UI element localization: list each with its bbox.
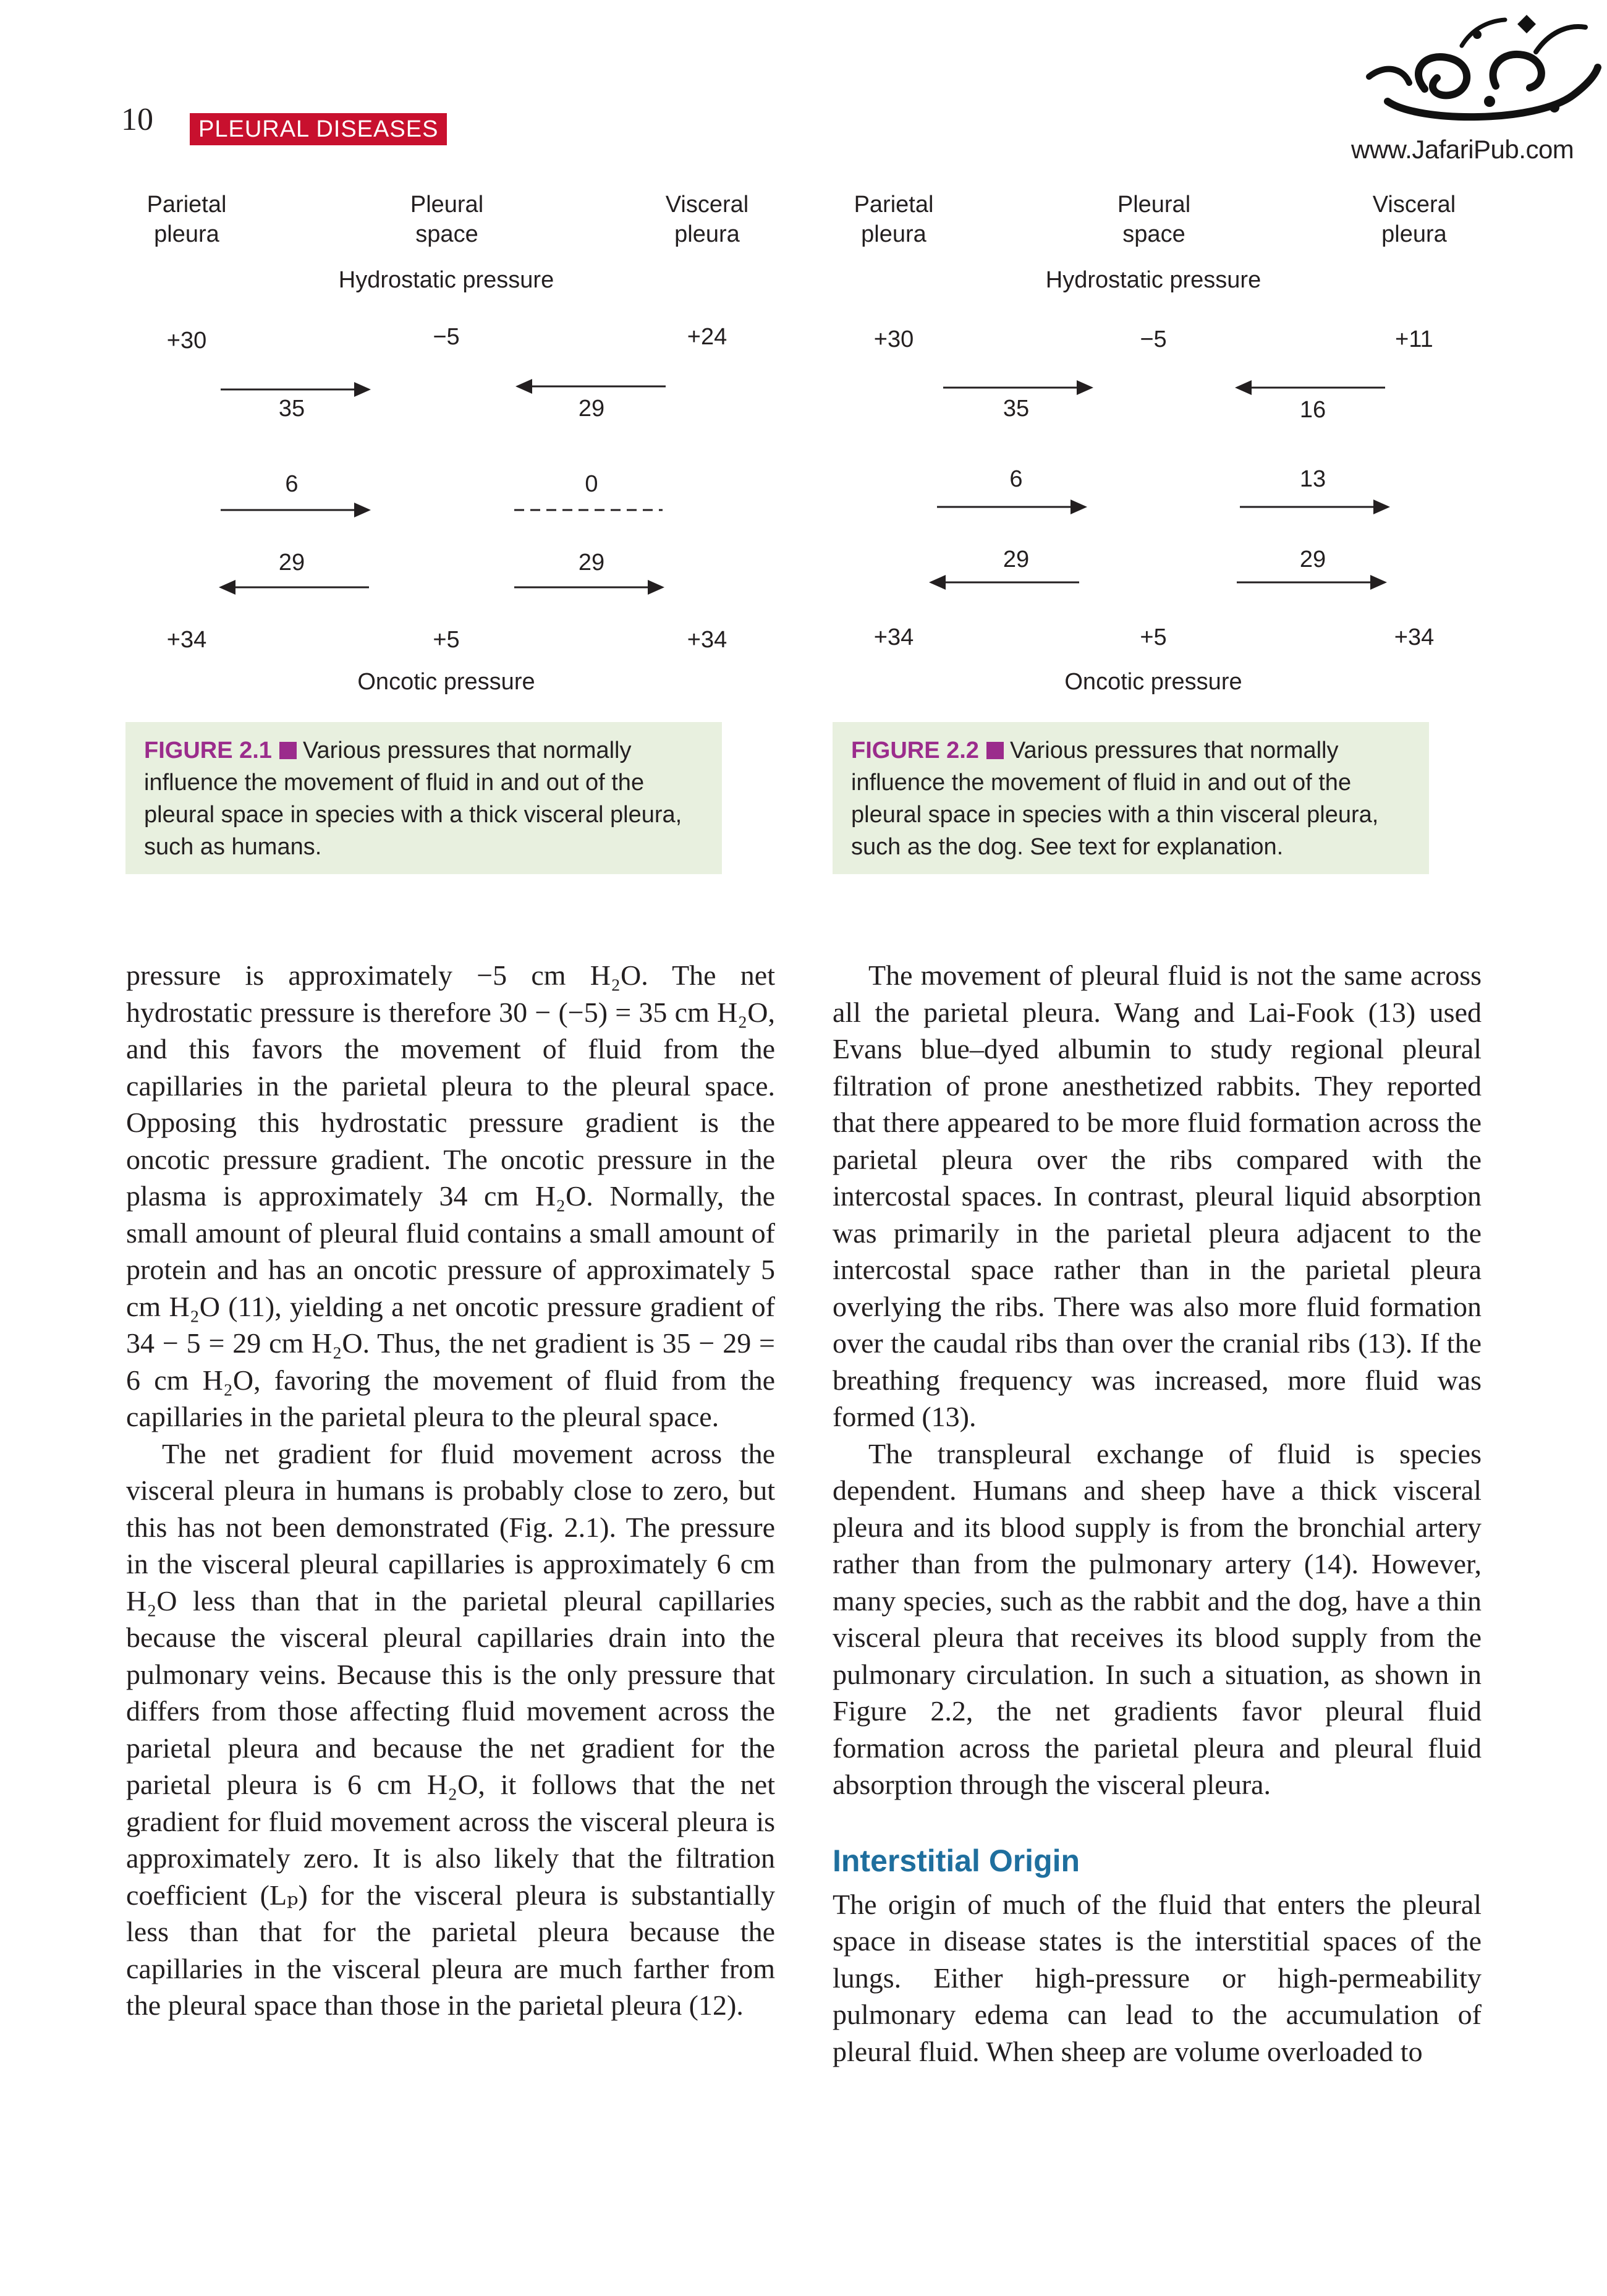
paragraph: The movement of pleural fluid is not the same across all the parietal pleura. Wang and Lai-Fook (13) used Evans blue–dyed albumin to study regional pleural filtration of prone anesthetized rabbits. They reported that there appeared to be more fluid formation across the parietal pleura over the ribs compared with the intercostal spaces. In contrast, pleural liquid absorption was primarily in the parietal pleura adjacent to the intercostal space rather than in the parietal pleura overlying the ribs. There was also more fluid formation over the caudal ribs than over the cranial ribs (13). If the breathing frequency was increased, more fluid was formed (13). bbox=[833, 959, 1482, 1432]
text-column-left bbox=[126, 957, 775, 2024]
figure-2-1 bbox=[119, 179, 836, 699]
section-heading: Interstitial Origin bbox=[833, 1843, 1080, 1878]
hydro-visceral: +24 bbox=[687, 324, 727, 350]
col-head-line: space bbox=[1122, 221, 1185, 247]
grad-net-right: 0 bbox=[585, 471, 598, 497]
hydro-parietal: +30 bbox=[166, 328, 207, 354]
figure-arrows bbox=[826, 179, 1543, 699]
hydro-space: −5 bbox=[1140, 326, 1167, 352]
figure-2-2 bbox=[826, 179, 1543, 699]
hydro-space: −5 bbox=[433, 324, 460, 350]
grad-net-right: 13 bbox=[1299, 466, 1326, 492]
onc-visceral: +34 bbox=[1394, 624, 1435, 650]
paragraph: The origin of much of the fluid that enters the pleural space in disease states is the interstitial spaces of the lungs. Either high-pressure or high-permeability pulmonary edema can lead to the accumulation of pleural fluid. When sheep are volume overloaded to bbox=[833, 1888, 1482, 2067]
caption-label: FIGURE 2.1 bbox=[144, 738, 272, 763]
grad-hydro-left: 35 bbox=[1003, 396, 1030, 422]
grad-onc-left: 29 bbox=[278, 550, 305, 576]
hydrostatic-title: Hydrostatic pressure bbox=[1045, 267, 1261, 293]
onc-space: +5 bbox=[433, 627, 460, 653]
grad-hydro-left: 35 bbox=[278, 396, 305, 422]
col-head-line: Pleural bbox=[1117, 192, 1191, 218]
col-head-line: Parietal bbox=[854, 192, 934, 218]
site-url: www.JafariPub.com bbox=[1351, 135, 1574, 164]
onc-parietal: +34 bbox=[873, 624, 914, 650]
caption-square-icon bbox=[986, 742, 1004, 759]
caption-text: Various pressures that normally influence the movement of fluid in and out of the pleural space in species with a thin visceral pleura, such as the dog. See text for explanation. bbox=[851, 738, 1379, 860]
grad-hydro-right: 16 bbox=[1299, 397, 1326, 423]
oncotic-title: Oncotic pressure bbox=[357, 669, 535, 695]
figure-caption bbox=[125, 722, 722, 874]
col-head-line: Visceral bbox=[1372, 192, 1456, 218]
col-head-line: pleura bbox=[861, 221, 926, 247]
onc-visceral: +34 bbox=[687, 627, 727, 653]
paragraph: The transpleural exchange of fluid is species dependent. Humans and sheep have a thick visceral pleura and its blood supply is from the bronchial artery rather than from the pulmonary artery (14). However, many species, such as the rabbit and the dog, have a thin visceral pleura that receives its blood supply from the pulmonary circulation. In such a situation, as shown in Figure 2.2, the net gradients favor pleural fluid formation across the parietal pleura and pleural fluid absorption through the visceral pleura. bbox=[833, 1437, 1482, 1800]
col-head-line: Parietal bbox=[146, 192, 227, 218]
grad-onc-left: 29 bbox=[1003, 546, 1030, 572]
hydrostatic-title: Hydrostatic pressure bbox=[338, 267, 554, 293]
calligraphy-logo-icon bbox=[1350, 9, 1604, 135]
page-number: 10 bbox=[121, 102, 153, 137]
paragraph: pressure is approximately −5 cm H₂O. The net hydrostatic pressure is therefore 30 − (−5) = 35 cm H₂O, and this favors the movement of fluid from the capillaries in the parietal pleura to the pleural space. Opposing this hydrostatic pressure gradient is the oncotic pressure gradient. The oncotic pressure in the plasma is approximately 34 cm H₂O. Normally, the small amount of pleural fluid contains a small amount of protein and has an oncotic pressure of approximately 5 cm H₂O (11), yielding a net oncotic pressure gradient of 34 − 5 = 29 cm H₂O. Thus, the net gradient is 35 − 29 = 6 cm H₂O, favoring the movement of fluid from the capillaries in the parietal pleura to the pleural space. bbox=[126, 959, 775, 1432]
grad-onc-right: 29 bbox=[578, 550, 605, 576]
onc-parietal: +34 bbox=[166, 627, 207, 653]
col-head-line: space bbox=[415, 221, 478, 247]
oncotic-title: Oncotic pressure bbox=[1064, 669, 1242, 695]
grad-onc-right: 29 bbox=[1299, 546, 1326, 572]
grad-net-left: 6 bbox=[1009, 466, 1023, 492]
paragraph: The net gradient for fluid movement across the visceral pleura in humans is probably close to zero, but this has not been demonstrated (Fig. 2.1). The pressure in the visceral pleural capillaries is approximately 6 cm H₂O less than that in the parietal pleural capillaries because the visceral pleural capillaries drain into the pulmonary veins. Because this is the only pressure that differs from those affecting fluid movement across the parietal pleura and because the net gradient for the parietal pleura is 6 cm H₂O, it follows that the net gradient for fluid movement across the visceral pleura is approximately zero. It is also likely that the filtration coefficient (Lₚ) for the visceral pleura is substantially less than that for the parietal pleura because the capillaries in the visceral pleura are much farther from the pleural space than those in the parietal pleura (12). bbox=[126, 1437, 775, 2021]
onc-space: +5 bbox=[1140, 624, 1167, 650]
caption-square-icon bbox=[279, 742, 297, 759]
col-head-line: pleura bbox=[1381, 221, 1447, 247]
col-head-line: Visceral bbox=[665, 192, 749, 218]
caption-text: Various pressures that normally influence the movement of fluid in and out of the pleural space in species with a thick visceral pleura, such as humans. bbox=[144, 738, 682, 860]
hydro-parietal: +30 bbox=[873, 326, 914, 352]
col-head-line: pleura bbox=[674, 221, 740, 247]
figure-caption bbox=[833, 722, 1429, 874]
hydro-visceral: +11 bbox=[1395, 326, 1433, 352]
running-head: PLEURAL DISEASES bbox=[190, 113, 447, 145]
caption-label: FIGURE 2.2 bbox=[851, 738, 979, 763]
section-gap bbox=[833, 1803, 1482, 1842]
text-column-right bbox=[833, 957, 1482, 2070]
col-head-line: pleura bbox=[154, 221, 219, 247]
grad-hydro-right: 29 bbox=[578, 396, 605, 422]
figure-arrows bbox=[119, 179, 836, 699]
col-head-line: Pleural bbox=[410, 192, 484, 218]
grad-net-left: 6 bbox=[285, 471, 299, 497]
